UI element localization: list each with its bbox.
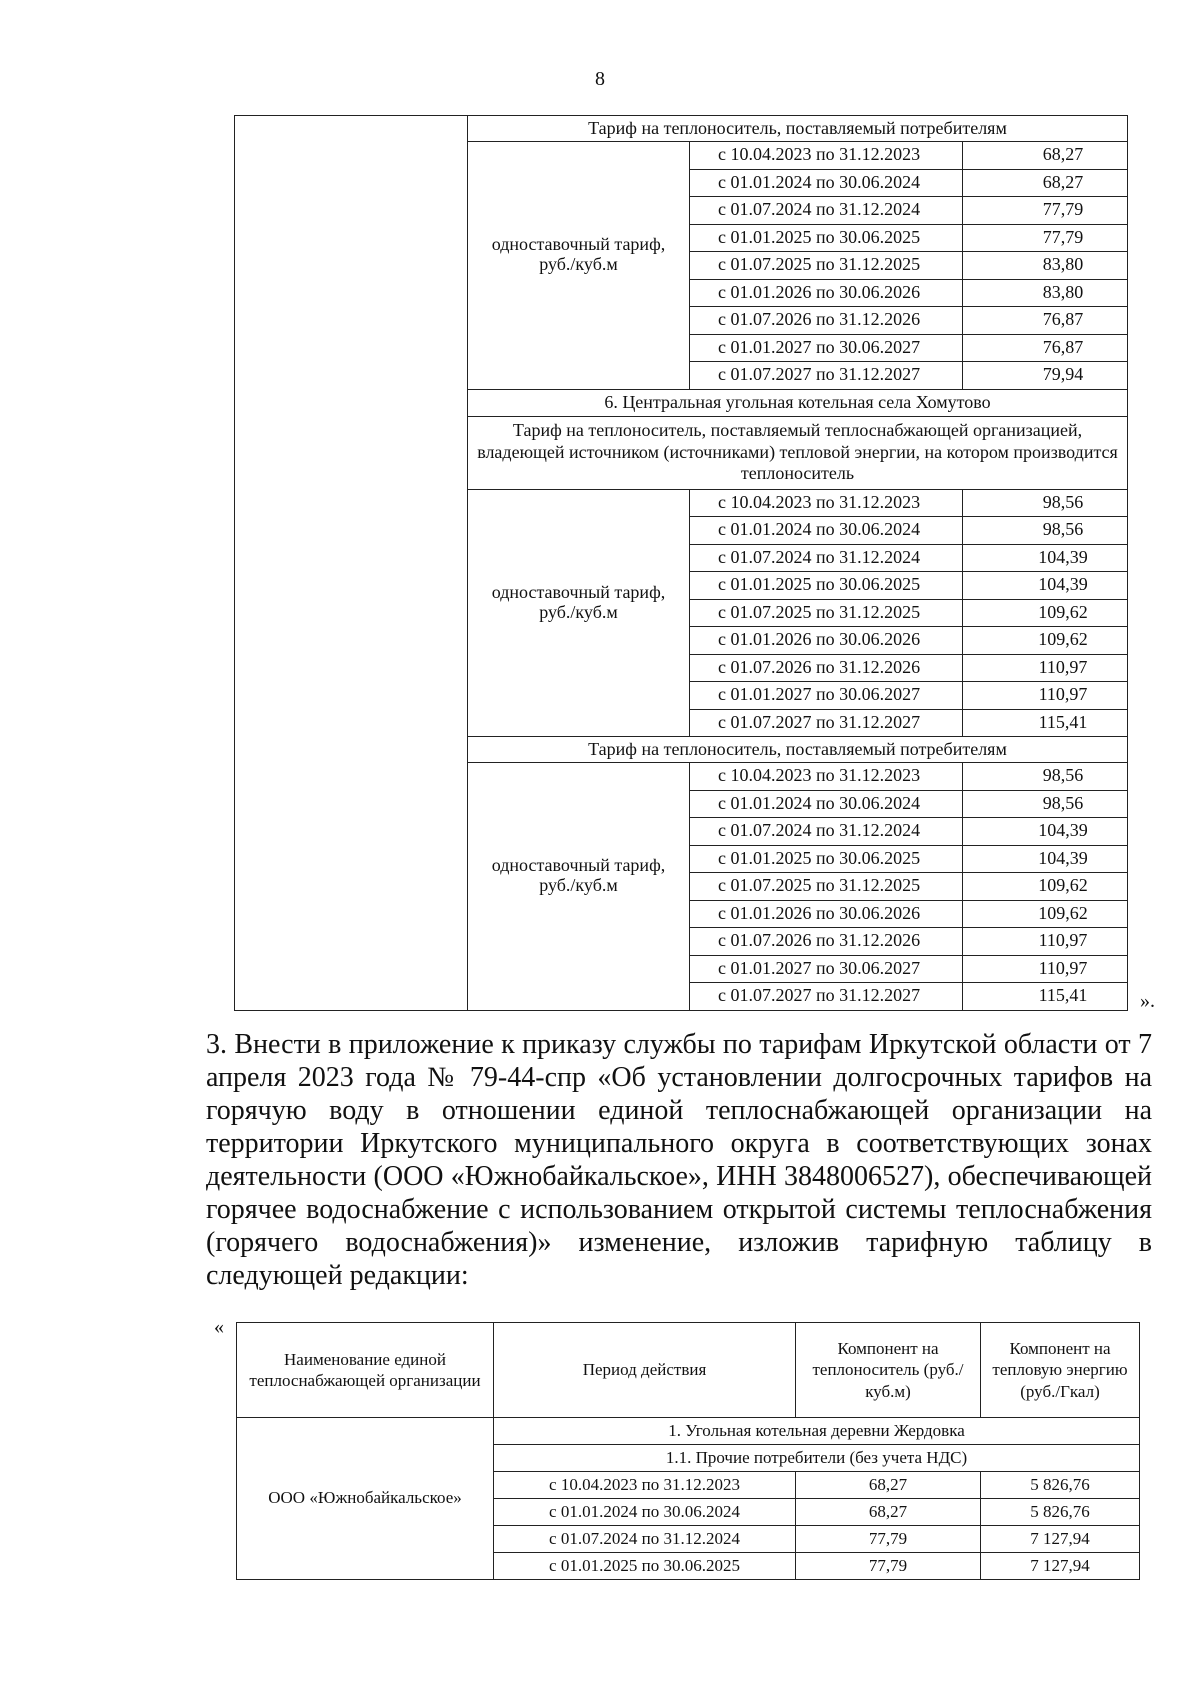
period-cell: с 01.01.2027 по 30.06.2027: [690, 955, 963, 983]
energy-cell: 7 127,94: [981, 1553, 1140, 1580]
tariff-table-body: [235, 116, 1128, 1011]
org-name: ООО «Южнобайкальское»: [237, 1418, 494, 1580]
value-cell: 79,94: [963, 362, 1128, 390]
coolant-cell: 77,79: [796, 1553, 981, 1580]
coolant-cell: 68,27: [796, 1472, 981, 1499]
period-cell: с 01.01.2025 по 30.06.2025: [690, 845, 963, 873]
value-cell: 98,56: [963, 763, 1128, 791]
tariff-table-continued: [234, 115, 1128, 1011]
period-cell: с 10.04.2023 по 31.12.2023: [690, 763, 963, 791]
value-cell: 104,39: [963, 845, 1128, 873]
tariff-label: одноставочный тариф, руб./куб.м: [468, 489, 690, 737]
value-cell: 104,39: [963, 818, 1128, 846]
value-cell: 109,62: [963, 900, 1128, 928]
period-cell: с 01.07.2024 по 31.12.2024: [690, 197, 963, 225]
value-cell: 76,87: [963, 334, 1128, 362]
value-cell: 109,62: [963, 599, 1128, 627]
page-number: 8: [595, 68, 605, 90]
value-cell: 77,79: [963, 224, 1128, 252]
value-cell: 115,41: [963, 983, 1128, 1011]
value-cell: 68,27: [963, 169, 1128, 197]
value-cell: 98,56: [963, 790, 1128, 818]
hot-water-tariff-table: [236, 1322, 1140, 1580]
value-cell: 77,79: [963, 197, 1128, 225]
opening-quote: «: [214, 1316, 224, 1338]
period-cell: с 10.04.2023 по 31.12.2023: [690, 489, 963, 517]
value-cell: 115,41: [963, 709, 1128, 737]
period-cell: с 01.01.2026 по 30.06.2026: [690, 627, 963, 655]
value-cell: 104,39: [963, 572, 1128, 600]
section-header: Тариф на теплоноситель, поставляемый потребителям: [468, 116, 1128, 142]
period-cell: с 01.07.2027 по 31.12.2027: [690, 362, 963, 390]
section-header-row: [235, 116, 1128, 142]
header-coolant: Компонент на теплоноситель (руб./куб.м): [796, 1323, 981, 1418]
energy-cell: 5 826,76: [981, 1472, 1140, 1499]
period-cell: с 01.01.2027 по 30.06.2027: [690, 334, 963, 362]
value-cell: 83,80: [963, 252, 1128, 280]
period-cell: с 01.01.2024 по 30.06.2024: [690, 790, 963, 818]
energy-cell: 5 826,76: [981, 1499, 1140, 1526]
period-cell: с 01.07.2027 по 31.12.2027: [690, 983, 963, 1011]
group-title: 1. Угольная котельная деревни Жердовка: [494, 1418, 1140, 1445]
period-cell: с 01.01.2025 по 30.06.2025: [494, 1553, 796, 1580]
header-org: Наименование единой теплоснабжающей организации: [237, 1323, 494, 1418]
value-cell: 110,97: [963, 955, 1128, 983]
period-cell: с 01.07.2025 по 31.12.2025: [690, 252, 963, 280]
coolant-cell: 77,79: [796, 1526, 981, 1553]
period-cell: с 01.01.2024 по 30.06.2024: [494, 1499, 796, 1526]
period-cell: с 01.01.2026 по 30.06.2026: [690, 900, 963, 928]
period-cell: с 01.07.2024 по 31.12.2024: [494, 1526, 796, 1553]
period-cell: с 10.04.2023 по 31.12.2023: [690, 142, 963, 170]
header-period: Период действия: [494, 1323, 796, 1418]
tariff-label: одноставочный тариф, руб./куб.м: [468, 763, 690, 1011]
value-cell: 110,97: [963, 682, 1128, 710]
period-cell: с 01.01.2024 по 30.06.2024: [690, 517, 963, 545]
period-cell: с 10.04.2023 по 31.12.2023: [494, 1472, 796, 1499]
value-cell: 109,62: [963, 873, 1128, 901]
value-cell: 98,56: [963, 517, 1128, 545]
value-cell: 83,80: [963, 279, 1128, 307]
period-cell: с 01.01.2025 по 30.06.2025: [690, 572, 963, 600]
value-cell: 109,62: [963, 627, 1128, 655]
empty-org-cell: [235, 116, 468, 1011]
period-cell: с 01.07.2027 по 31.12.2027: [690, 709, 963, 737]
closing-quote: ».: [1140, 990, 1155, 1012]
value-cell: 110,97: [963, 654, 1128, 682]
period-cell: с 01.01.2024 по 30.06.2024: [690, 169, 963, 197]
header-energy: Компонент на тепловую энергию (руб./Гкал): [981, 1323, 1140, 1418]
period-cell: с 01.01.2026 по 30.06.2026: [690, 279, 963, 307]
energy-cell: 7 127,94: [981, 1526, 1140, 1553]
value-cell: 110,97: [963, 928, 1128, 956]
tariff-label: одноставочный тариф, руб./куб.м: [468, 142, 690, 390]
value-cell: 68,27: [963, 142, 1128, 170]
subgroup-title: 1.1. Прочие потребители (без учета НДС): [494, 1445, 1140, 1472]
group-title: 6. Центральная угольная котельная села Хомутово: [468, 389, 1128, 416]
value-cell: 98,56: [963, 489, 1128, 517]
period-cell: с 01.07.2025 по 31.12.2025: [690, 873, 963, 901]
period-cell: с 01.07.2026 по 31.12.2026: [690, 654, 963, 682]
section-header: Тариф на теплоноситель, поставляемый потребителям: [468, 737, 1128, 763]
period-cell: с 01.07.2024 по 31.12.2024: [690, 818, 963, 846]
period-cell: с 01.07.2026 по 31.12.2026: [690, 928, 963, 956]
group-title-row: [237, 1418, 1140, 1445]
table-header-row: [237, 1323, 1140, 1418]
period-cell: с 01.07.2026 по 31.12.2026: [690, 307, 963, 335]
period-cell: с 01.07.2025 по 31.12.2025: [690, 599, 963, 627]
period-cell: с 01.01.2027 по 30.06.2027: [690, 682, 963, 710]
coolant-cell: 68,27: [796, 1499, 981, 1526]
period-cell: с 01.07.2024 по 31.12.2024: [690, 544, 963, 572]
paragraph-3: 3. Внести в приложение к приказу службы по тарифам Иркутской области от 7 апреля 2023 года № 79-44-спр «Об установлении долгосрочных тарифов на горячую воду в отношении единой теплоснабжающей организации на территории Иркутского муниципального округа в соответствующих зонах деятельности (ООО «Южнобайкальское», ИНН 3848006527), обеспечивающей горячее водоснабжение с использованием открытой системы теплоснабжения (горячего водоснабжения)» изменение, изложив тарифную таблицу в следующей редакции:: [206, 1029, 1152, 1292]
value-cell: 104,39: [963, 544, 1128, 572]
value-cell: 76,87: [963, 307, 1128, 335]
period-cell: с 01.01.2025 по 30.06.2025: [690, 224, 963, 252]
section-header: Тариф на теплоноситель, поставляемый теплоснабжающей организацией, владеющей источником (источниками) тепловой энергии, на котором производится теплоноситель: [468, 416, 1128, 489]
